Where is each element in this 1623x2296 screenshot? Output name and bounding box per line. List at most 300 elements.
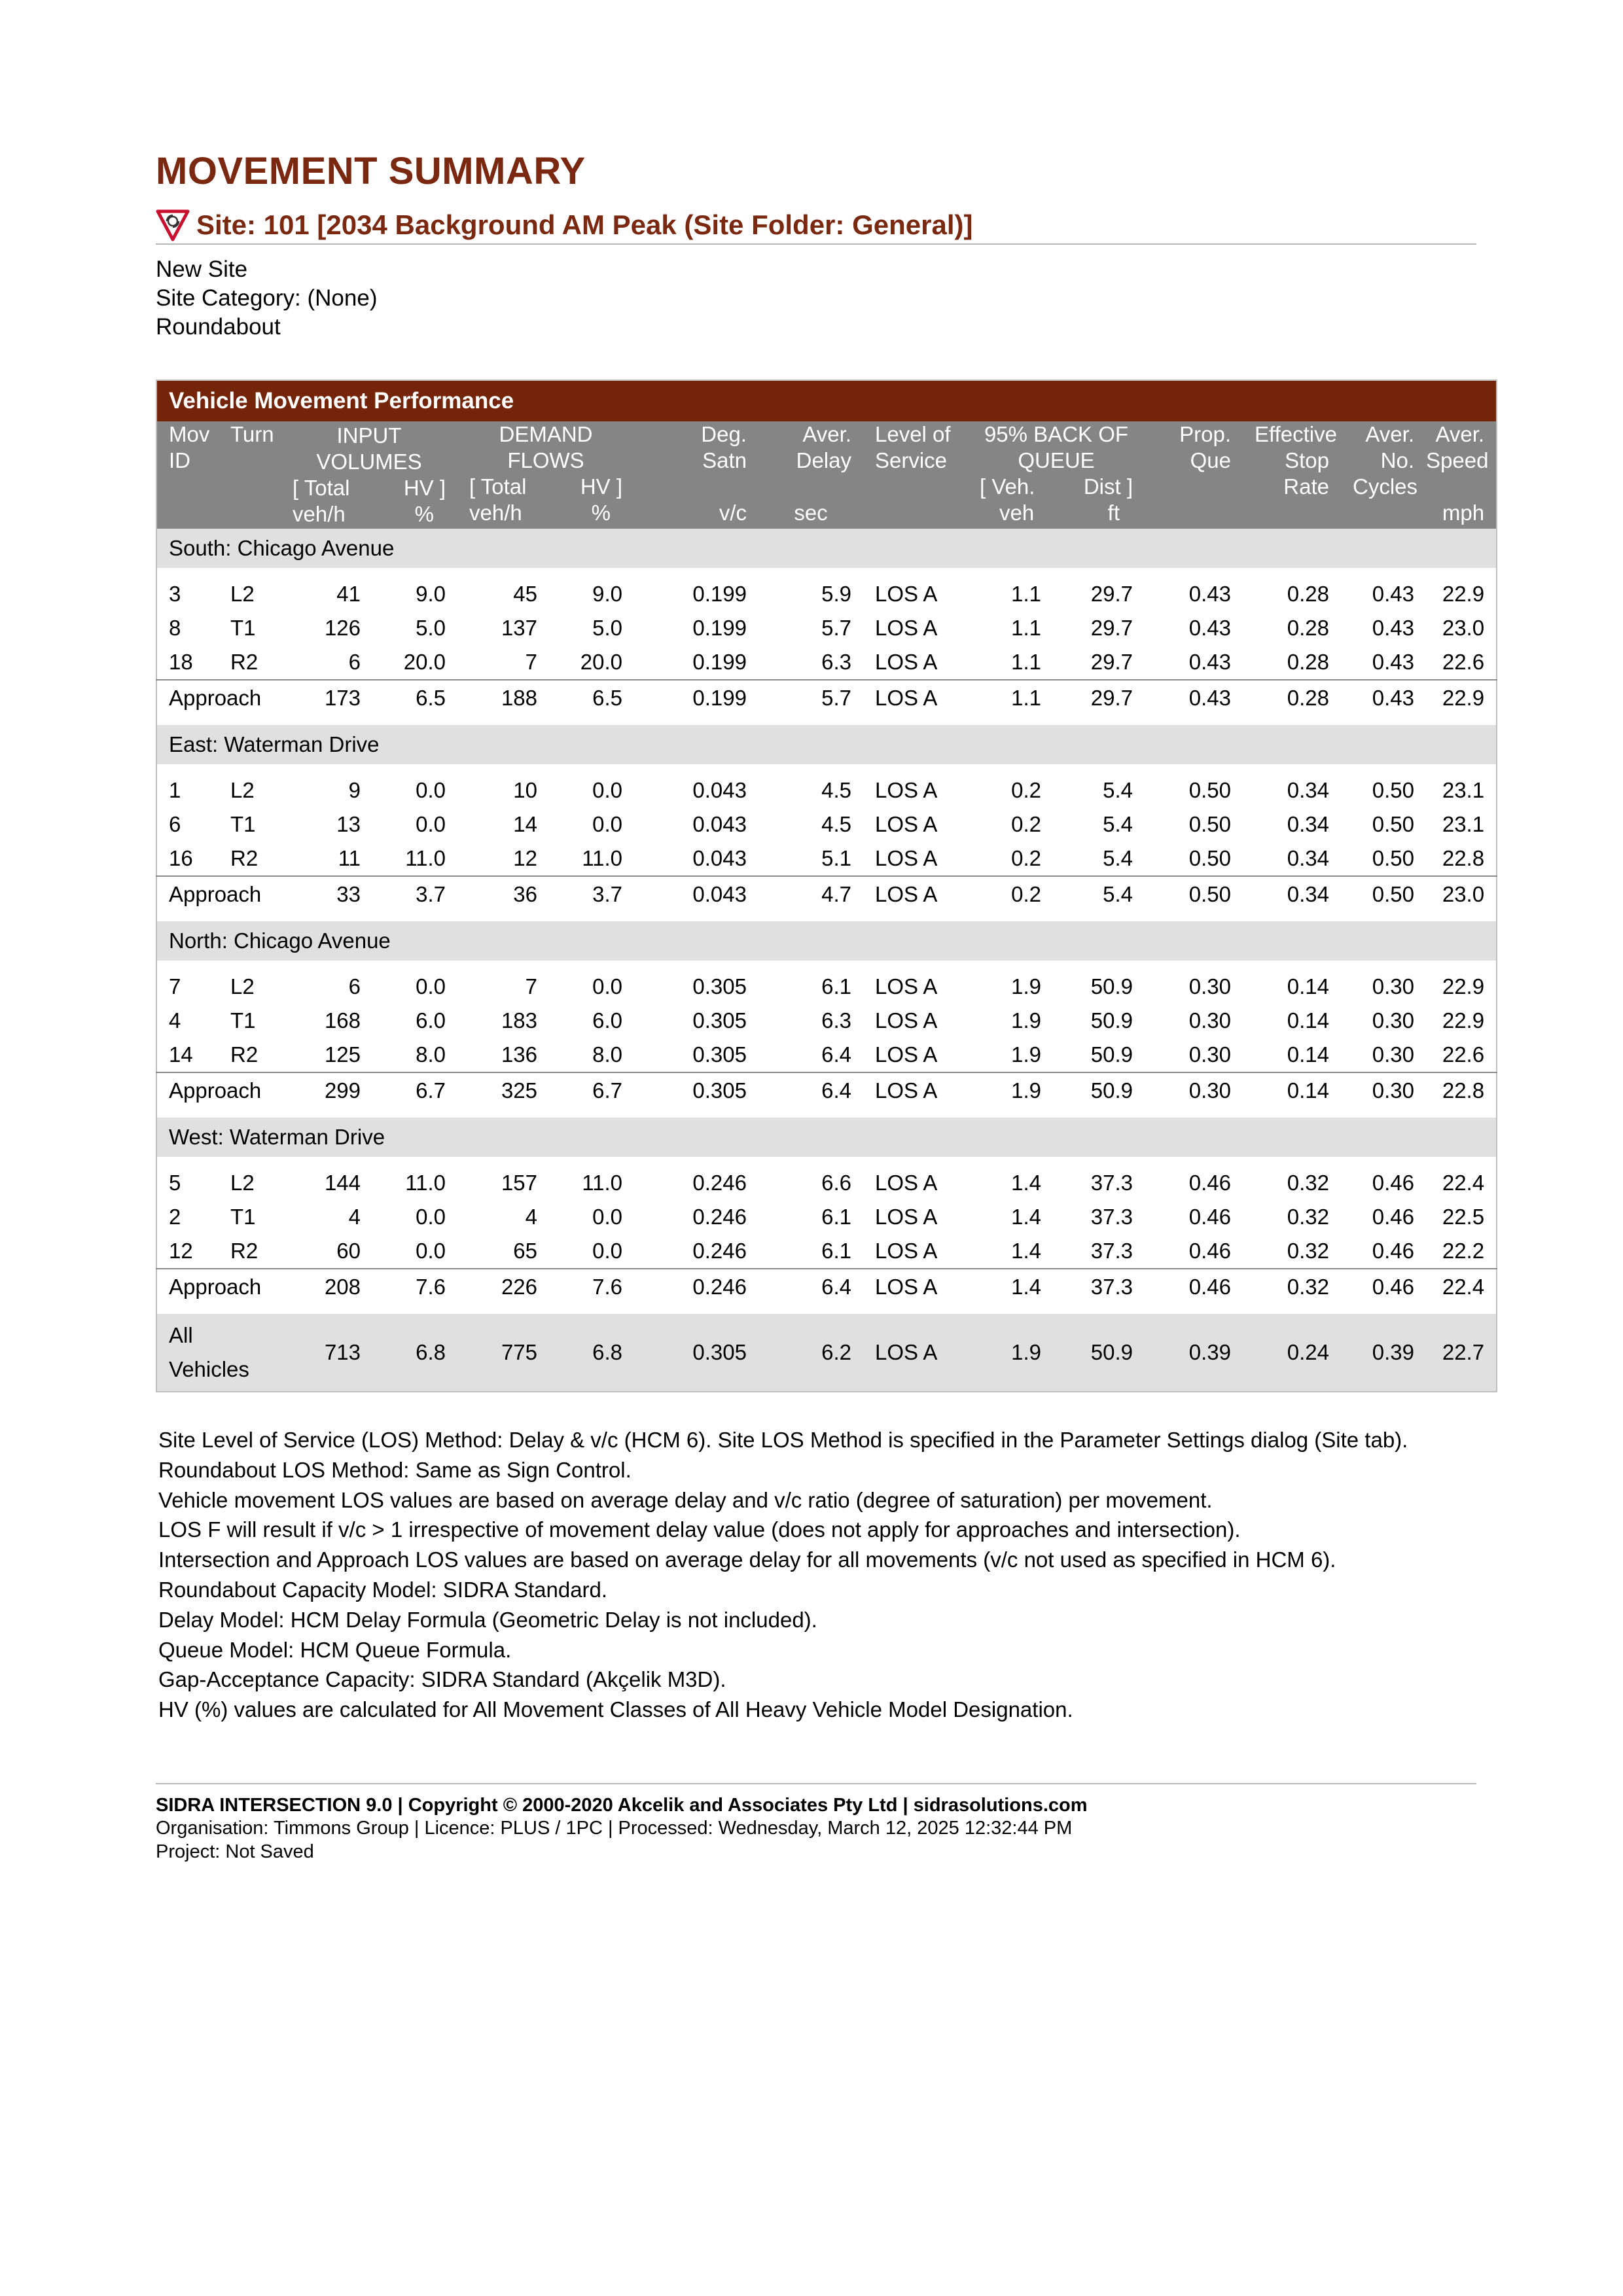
site-title: Site: 101 [2034 Background AM Peak (Site Folder: General)] (196, 209, 973, 240)
table-cell: 9 (348, 778, 361, 802)
table-cell: 0.50 (1341, 876, 1426, 912)
table-row (156, 1200, 1497, 1234)
table-cell: 6 (169, 812, 181, 836)
table-cell: 183 (501, 1008, 537, 1033)
table-cell: 226 (457, 1269, 549, 1305)
table-cell: 713 (281, 1314, 372, 1392)
table-cell: 0.305 (634, 1072, 758, 1108)
table-cell: 9.0 (416, 582, 446, 606)
table-cell: 0.43 (1188, 582, 1231, 606)
header-aver-delay: Aver. Delay sec (758, 421, 863, 529)
table-cell: 6.3 (821, 650, 851, 674)
page-title: MOVEMENT SUMMARY (156, 150, 586, 192)
table-cell: 6.0 (416, 1008, 446, 1033)
approach-name: East: Waterman Drive (156, 725, 1497, 764)
table-cell: 0.30 (1372, 974, 1414, 998)
table-row (156, 611, 1497, 645)
table-cell: 0.246 (634, 1269, 758, 1305)
table-cell: LOS A (875, 1008, 938, 1033)
table-cell: 65 (513, 1239, 537, 1263)
table-cell: 6.8 (372, 1314, 457, 1392)
table-cell: 1 (169, 778, 181, 802)
table-cell: T1 (230, 1008, 256, 1033)
table-cell: 6.8 (549, 1314, 634, 1392)
note-line: Gap-Acceptance Capacity: SIDRA Standard (Akçelik M3D). (158, 1667, 726, 1692)
table-cell: 14 (169, 1042, 193, 1067)
table-cell: 5.4 (1103, 778, 1133, 802)
table-cell: 45 (513, 582, 537, 606)
table-row (156, 1004, 1497, 1038)
table-cell: 0.32 (1243, 1269, 1341, 1305)
table-cell: 1.1 (968, 680, 1053, 716)
table-cell: 125 (324, 1042, 361, 1067)
table-cell: 0.46 (1372, 1205, 1414, 1229)
table-cell: 0.46 (1188, 1205, 1231, 1229)
table-cell: 0.43 (1372, 616, 1414, 640)
header-effective-stop-rate: Effective Stop Rate (1243, 421, 1341, 529)
table-cell: 0.43 (1188, 650, 1231, 674)
approach-name: North: Chicago Avenue (156, 921, 1497, 961)
table-cell: 0.32 (1287, 1205, 1329, 1229)
table-cell: 0.28 (1243, 680, 1341, 716)
table-cell: 4 (169, 1008, 181, 1033)
table-cell: 0.305 (692, 1008, 747, 1033)
table-cell: 0.0 (592, 1239, 622, 1263)
approach-row (156, 680, 1497, 716)
header-demand-flows: DEMAND FLOWS [ Total HV ] veh/h % (457, 421, 634, 529)
table-cell: R2 (230, 650, 259, 674)
table-cell: 6 (348, 650, 361, 674)
table-cell: 7 (169, 974, 181, 998)
table-cell: 0.14 (1287, 974, 1329, 998)
table-cell: 0.39 (1341, 1314, 1426, 1392)
table-cell: 8 (169, 616, 181, 640)
table-cell: 5.4 (1103, 846, 1133, 870)
site-info (156, 255, 377, 342)
table-cell: 0.50 (1188, 846, 1231, 870)
table-cell: T1 (230, 1205, 256, 1229)
footer-organisation: Organisation: Timmons Group | Licence: PLUS / 1PC | Processed: Wednesday, March 12, 2025 12:32:44 PM (156, 1818, 1073, 1839)
table-cell: 1.4 (968, 1269, 1053, 1305)
table-cell: 1.4 (1011, 1205, 1041, 1229)
table-cell: LOS A (863, 1269, 968, 1305)
table-title-row (156, 380, 1497, 421)
table-cell: 0.14 (1287, 1008, 1329, 1033)
table-row (156, 1166, 1497, 1200)
header-input-total: [ Total (293, 476, 350, 500)
header-deg-satn: Deg. Satn v/c (634, 421, 758, 529)
table-cell: 6.1 (821, 1239, 851, 1263)
table-cell: 33 (281, 876, 372, 912)
table-cell: 0.199 (692, 616, 747, 640)
note-line: Intersection and Approach LOS values are based on average delay for all movements (v/c not used as specified in HCM 6). (158, 1547, 1336, 1572)
table-cell: 0.0 (416, 1239, 446, 1263)
table-cell: 168 (324, 1008, 361, 1033)
table-cell: 14 (513, 812, 537, 836)
table-cell: 6.4 (758, 1072, 863, 1108)
table-cell: 0.50 (1188, 778, 1231, 802)
table-cell: LOS A (875, 1171, 938, 1195)
note-line: Roundabout LOS Method: Same as Sign Control. (158, 1457, 632, 1482)
table-cell: 0.32 (1287, 1171, 1329, 1195)
table-cell: 157 (501, 1171, 537, 1195)
table-cell: 0.246 (692, 1205, 747, 1229)
approach-row (156, 876, 1497, 912)
table-cell: 50.9 (1090, 1042, 1133, 1067)
table-cell: 6.7 (372, 1072, 457, 1108)
table-cell: 22.9 (1426, 680, 1497, 716)
table-cell: 0.305 (634, 1314, 758, 1392)
table-cell: 20.0 (580, 650, 622, 674)
site-header (156, 208, 1476, 245)
table-cell: LOS A (875, 778, 938, 802)
approach-label: Approach (156, 876, 281, 912)
table-cell: 6.3 (821, 1008, 851, 1033)
table-cell: 22.8 (1442, 846, 1485, 870)
table-cell: 6.6 (821, 1171, 851, 1195)
table-cell: 8.0 (416, 1042, 446, 1067)
table-cell: 1.1 (1011, 650, 1041, 674)
table-cell: 7.6 (372, 1269, 457, 1305)
table-cell: L2 (230, 974, 255, 998)
table-cell: 0.43 (1372, 650, 1414, 674)
table-cell: 29.7 (1090, 650, 1133, 674)
header-input-hv: HV ] (403, 476, 446, 500)
roundabout-warning-icon (156, 208, 190, 242)
table-cell: 50.9 (1090, 974, 1133, 998)
table-cell: 0.28 (1287, 616, 1329, 640)
table-cell: 12 (513, 846, 537, 870)
table-cell: 12 (169, 1239, 193, 1263)
table-cell: 0.39 (1145, 1314, 1243, 1392)
table-cell: 8.0 (592, 1042, 622, 1067)
table-cell: 41 (336, 582, 361, 606)
table-cell: 0.199 (692, 582, 747, 606)
table-cell: 0.0 (416, 778, 446, 802)
header-input-volumes: INPUT VOLUMES [ Total HV ] veh/h % (281, 421, 457, 529)
table-cell: 0.50 (1372, 846, 1414, 870)
table-cell: 7 (525, 974, 537, 998)
header-mov-id: Mov ID (156, 421, 219, 529)
table-cell: 20.0 (403, 650, 446, 674)
note-line: LOS F will result if v/c > 1 irrespective of movement delay value (does not apply for approaches and intersection). (158, 1517, 1241, 1542)
table-cell: 325 (457, 1072, 549, 1108)
table-cell: 11.0 (582, 846, 622, 870)
table-cell: 50.9 (1053, 1314, 1145, 1392)
table-cell: 0.34 (1287, 778, 1329, 802)
table-cell: 0.43 (1188, 616, 1231, 640)
table-cell: 10 (513, 778, 537, 802)
table-cell: 6 (348, 974, 361, 998)
table-cell: 0.0 (416, 1205, 446, 1229)
note-line: Vehicle movement LOS values are based on average delay and v/c ratio (degree of saturation) per movement. (158, 1487, 1213, 1512)
table-cell: 0.043 (634, 876, 758, 912)
table-cell: L2 (230, 778, 255, 802)
table-cell: 4 (348, 1205, 361, 1229)
table-cell: 1.1 (1011, 616, 1041, 640)
table-header-row (156, 421, 1497, 529)
table-cell: R2 (230, 846, 259, 870)
table-cell: 1.9 (1011, 1008, 1041, 1033)
table-cell: 0.43 (1372, 582, 1414, 606)
table-cell: 6.5 (372, 680, 457, 716)
table-cell: LOS A (875, 846, 938, 870)
table-cell: 22.5 (1442, 1205, 1485, 1229)
table-cell: LOS A (875, 582, 938, 606)
table-cell: 3.7 (549, 876, 634, 912)
table-cell: 0.34 (1243, 876, 1341, 912)
header-turn: Turn (219, 421, 281, 529)
table-cell: 0.043 (692, 812, 747, 836)
table-cell: 5.7 (758, 680, 863, 716)
table-cell: LOS A (863, 876, 968, 912)
table-cell: 22.7 (1426, 1314, 1497, 1392)
table-cell: 173 (281, 680, 372, 716)
table-cell: L2 (230, 1171, 255, 1195)
table-cell: 775 (457, 1314, 549, 1392)
table-cell: 126 (324, 616, 361, 640)
table-cell: LOS A (875, 1239, 938, 1263)
table-cell: 4 (525, 1205, 537, 1229)
approach-row (156, 1269, 1497, 1305)
site-name: New Site (156, 256, 248, 282)
site-control-type: Roundabout (156, 314, 281, 340)
approach-label: Approach (156, 1072, 281, 1108)
footer-project: Project: Not Saved (156, 1841, 314, 1862)
table-cell: LOS A (875, 812, 938, 836)
table-cell: 0.0 (592, 974, 622, 998)
table-cell: 37.3 (1090, 1171, 1133, 1195)
table-cell: LOS A (875, 974, 938, 998)
table-cell: 5.0 (416, 616, 446, 640)
table-cell: 6.0 (592, 1008, 622, 1033)
header-queue-veh: [ Veh. (980, 474, 1035, 499)
table-cell: 22.4 (1442, 1171, 1485, 1195)
approach-name: South: Chicago Avenue (156, 529, 1497, 568)
table-cell: 23.0 (1426, 876, 1497, 912)
table-row (156, 841, 1497, 876)
table-cell: 18 (169, 650, 193, 674)
table-cell: 6.7 (549, 1072, 634, 1108)
table-cell: 0.0 (416, 812, 446, 836)
table-title: Vehicle Movement Performance (156, 380, 1497, 421)
table-cell: 0.32 (1287, 1239, 1329, 1263)
table-cell: 60 (336, 1239, 361, 1263)
table-cell: 5 (169, 1171, 181, 1195)
vehicle-movement-performance-table (156, 380, 1497, 1392)
table-cell: 22.9 (1442, 974, 1485, 998)
table-cell: 0.0 (592, 778, 622, 802)
table-cell: 29.7 (1053, 680, 1145, 716)
table-cell: 0.30 (1372, 1008, 1414, 1033)
table-cell: 37.3 (1053, 1269, 1145, 1305)
table-cell: 1.9 (1011, 1042, 1041, 1067)
table-row (156, 577, 1497, 611)
table-cell: 0.28 (1287, 650, 1329, 674)
table-cell: 0.246 (692, 1171, 747, 1195)
table-cell: 0.043 (692, 846, 747, 870)
table-cell: 5.4 (1103, 812, 1133, 836)
note-line: Roundabout Capacity Model: SIDRA Standard. (158, 1577, 608, 1602)
table-cell: 0.30 (1145, 1072, 1243, 1108)
table-cell: 0.2 (1011, 846, 1041, 870)
table-cell: 6.4 (821, 1042, 851, 1067)
table-cell: 22.9 (1442, 582, 1485, 606)
table-cell: 0.199 (634, 680, 758, 716)
table-cell: 6.1 (821, 974, 851, 998)
table-cell: 0.14 (1243, 1072, 1341, 1108)
table-cell: 6.4 (758, 1269, 863, 1305)
table-cell: 1.9 (968, 1072, 1053, 1108)
table-cell: T1 (230, 812, 256, 836)
table-cell: 188 (457, 680, 549, 716)
table-cell: 13 (336, 812, 361, 836)
table-cell: 0.46 (1372, 1171, 1414, 1195)
table-cell: 0.2 (1011, 778, 1041, 802)
table-cell: 23.1 (1442, 812, 1485, 836)
table-cell: 0.50 (1372, 778, 1414, 802)
approach-label: Approach (156, 680, 281, 716)
table-cell: 4.7 (758, 876, 863, 912)
table-row (156, 773, 1497, 807)
header-level-of-service: Level of Service (863, 421, 968, 529)
table-cell: 0.30 (1188, 1042, 1231, 1067)
table-cell: R2 (230, 1239, 259, 1263)
report-notes (158, 1425, 1408, 1725)
table-cell: 0.2 (968, 876, 1053, 912)
table-cell: 22.6 (1442, 650, 1485, 674)
table-cell: 5.9 (821, 582, 851, 606)
table-cell: 11 (338, 846, 361, 870)
table-cell: 5.1 (821, 846, 851, 870)
table-cell: 11.0 (582, 1171, 622, 1195)
table-cell: 0.34 (1287, 812, 1329, 836)
header-demand-total: [ Total (469, 474, 527, 499)
table-cell: 0.30 (1188, 974, 1231, 998)
table-row (156, 1038, 1497, 1072)
table-cell: 7 (525, 650, 537, 674)
table-cell: 1.1 (1011, 582, 1041, 606)
approach-row (156, 1072, 1497, 1108)
table-cell: 22.9 (1442, 1008, 1485, 1033)
table-cell: T1 (230, 616, 256, 640)
table-cell: 0.14 (1287, 1042, 1329, 1067)
all-vehicles-label: All Vehicles (156, 1314, 281, 1392)
table-row (156, 807, 1497, 841)
table-cell: 6.1 (821, 1205, 851, 1229)
table-cell: 23.0 (1442, 616, 1485, 640)
table-cell: 4.5 (821, 778, 851, 802)
table-cell: 0.0 (592, 812, 622, 836)
table-cell: 0.46 (1188, 1171, 1231, 1195)
table-cell: L2 (230, 582, 255, 606)
table-cell: 0.43 (1145, 680, 1243, 716)
table-cell: R2 (230, 1042, 259, 1067)
table-cell: 22.2 (1442, 1239, 1485, 1263)
table-cell: 0.305 (692, 1042, 747, 1067)
table-cell: 0.0 (592, 1205, 622, 1229)
table-cell: 22.8 (1426, 1072, 1497, 1108)
header-demand-hv: HV ] (580, 474, 622, 499)
table-cell: LOS A (875, 650, 938, 674)
table-cell: LOS A (875, 1042, 938, 1067)
note-line: Delay Model: HCM Delay Formula (Geometric Delay is not included). (158, 1607, 817, 1632)
table-cell: 5.0 (592, 616, 622, 640)
table-cell: 7.6 (549, 1269, 634, 1305)
table-cell: 37.3 (1090, 1239, 1133, 1263)
table-cell: 1.4 (1011, 1171, 1041, 1195)
table-cell: 0.0 (416, 974, 446, 998)
table-cell: 4.5 (821, 812, 851, 836)
table-cell: 16 (169, 846, 193, 870)
table-cell: LOS A (875, 616, 938, 640)
approach-name: West: Waterman Drive (156, 1118, 1497, 1157)
approach-section-header (156, 921, 1497, 961)
header-queue-dist: Dist ] (1083, 474, 1133, 499)
table-cell: 0.50 (1188, 812, 1231, 836)
table-cell: 144 (324, 1171, 361, 1195)
site-category: Site Category: (None) (156, 285, 378, 311)
table-cell: LOS A (863, 1314, 968, 1392)
table-cell: 0.28 (1287, 582, 1329, 606)
table-cell: LOS A (863, 680, 968, 716)
table-cell: 0.46 (1145, 1269, 1243, 1305)
table-cell: 5.7 (821, 616, 851, 640)
table-cell: 0.50 (1372, 812, 1414, 836)
approach-label: Approach (156, 1269, 281, 1305)
table-cell: 23.1 (1442, 778, 1485, 802)
table-cell: 3 (169, 582, 181, 606)
table-cell: 0.043 (692, 778, 747, 802)
table-cell: 22.6 (1442, 1042, 1485, 1067)
table-cell: 137 (501, 616, 537, 640)
table-cell: 0.46 (1188, 1239, 1231, 1263)
table-row (156, 970, 1497, 1004)
table-cell: 136 (501, 1042, 537, 1067)
table-row (156, 1234, 1497, 1269)
table-cell: 22.4 (1426, 1269, 1497, 1305)
table-cell: 0.34 (1287, 846, 1329, 870)
table-cell: 29.7 (1090, 616, 1133, 640)
table-cell: 0.246 (692, 1239, 747, 1263)
table-cell: 0.2 (1011, 812, 1041, 836)
report-footer (156, 1783, 1476, 1863)
header-aver-no-cycles: Aver. No. Cycles (1341, 421, 1426, 529)
table-cell: 0.46 (1372, 1239, 1414, 1263)
header-aver-speed: Aver. Speed mph (1426, 421, 1497, 529)
table-cell: 6.2 (758, 1314, 863, 1392)
approach-section-header (156, 1118, 1497, 1157)
table-cell: 6.5 (549, 680, 634, 716)
note-line: Site Level of Service (LOS) Method: Delay & v/c (HCM 6). Site LOS Method is specified in the Parameter Settings dialog (Site tab). (158, 1428, 1408, 1452)
table-cell: 3.7 (372, 876, 457, 912)
table-cell: 299 (281, 1072, 372, 1108)
table-cell: 0.199 (692, 650, 747, 674)
note-line: HV (%) values are calculated for All Movement Classes of All Heavy Vehicle Model Designation. (158, 1697, 1073, 1722)
table-cell: 0.30 (1188, 1008, 1231, 1033)
approach-section-header (156, 725, 1497, 764)
note-line: Queue Model: HCM Queue Formula. (158, 1637, 512, 1662)
table-cell: 0.46 (1341, 1269, 1426, 1305)
table-cell: 0.30 (1341, 1072, 1426, 1108)
table-cell: 50.9 (1053, 1072, 1145, 1108)
table-cell: 37.3 (1090, 1205, 1133, 1229)
all-vehicles-row (156, 1314, 1497, 1392)
table-cell: 0.30 (1372, 1042, 1414, 1067)
table-row (156, 645, 1497, 680)
table-cell: 0.305 (692, 974, 747, 998)
table-cell: 0.50 (1145, 876, 1243, 912)
